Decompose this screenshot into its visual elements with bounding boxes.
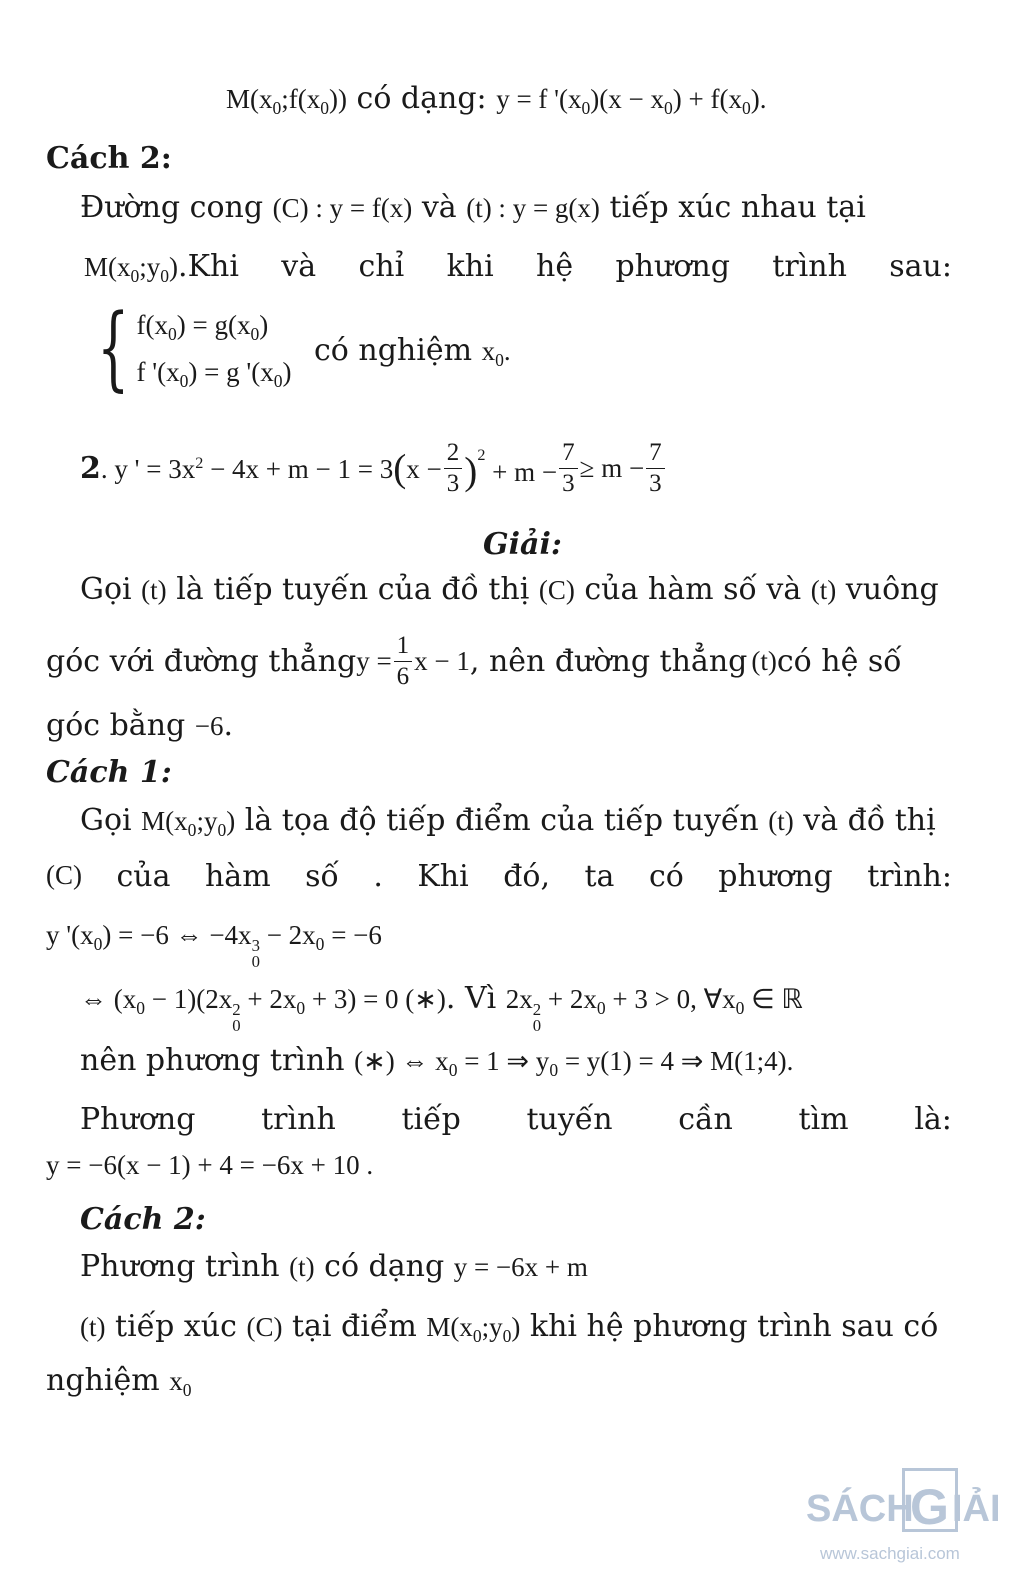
line-tangent-form-m: Phương trình (t) có dạng y = −6x + m (80, 1249, 588, 1284)
equation-tangent-result: y = −6(x − 1) + 4 = −6x + 10 . (46, 1150, 374, 1180)
line-solution-point: nên phương trình (∗) ⇔ $x_0 = 1$ ⇒ $y_0 = y(1) = 4$ ⇒ M(1;4). (80, 1043, 794, 1081)
fraction-2-3: $\frac{2}{3}$ (444, 440, 463, 498)
equation-derivative-eq: y '$(x_0) = -6$ ⇔ −4x 3 0 − $2x_0 = -6$ (46, 920, 382, 972)
heading-cach-2-second: Cách 2: (80, 1202, 206, 1237)
equation-factorized: ⇔ $(x_0 - 1)(2x$ 2 0 + $2x_0 + 3) = 0$ (∗). Vì 2x 2 0 + $2x_0 + 3 > 0$, $\forall x_0$ ∈ ℝ (80, 981, 803, 1036)
line-tangent-perpendicular: Gọi (t) là tiếp tuyến của đồ thị (C) của hàm số và (t) vuông (80, 572, 939, 607)
watermark-url: www.sachgiai.com (820, 1544, 960, 1563)
problem-2-derivative: 2 . y ' = $3x^2 - 4x + m - 1 = 3(x$ − $\frac{2}{3}$ )$^2$ + m − $\frac{7}{3}$ ≥ m − $\frac{7}{3}$ (80, 440, 667, 498)
line-tangent-form: $M(x_0;f(x_0))$ có dạng: y = f '$(x_0)(x - x_0) + f(x_0)$. (226, 81, 767, 119)
system-row-2: f '$(x_0) = g$ '$(x_0)$ (136, 357, 292, 392)
line-curve-tangent: Đường cong (C) : y = f(x) và (t) : y = g(x) tiếp xúc nhau tại (80, 190, 866, 225)
heading-cach-2: Cách 2: (46, 141, 172, 176)
system-solution-text: có nghiệm $x_0$. (314, 333, 511, 371)
line-solution-x0: nghiệm $x_0$ (46, 1363, 192, 1401)
brace-symbol: { (97, 294, 130, 401)
fraction-7-3-b: $\frac{7}{3}$ (646, 440, 665, 498)
heading-cach-1: Cách 1: (46, 755, 172, 790)
fraction-7-3-a: $\frac{7}{3}$ (559, 440, 578, 498)
watermark-brand-g: G (910, 1479, 949, 1535)
system-row-1: $f(x_0) = g(x_0)$ (136, 309, 269, 344)
line-perpendicular-line: góc với đường thẳng y = $\frac{1}{6}$ x − 1 , nên đường thẳng (t) có hệ số (46, 632, 902, 691)
equation-system (84, 294, 292, 401)
line-then-equation: (C) của hàm số . Khi đó, ta có phương trình: (46, 859, 952, 894)
line-tangent-equation-label: Phương trình tiếp tuyến cần tìm là: (80, 1102, 952, 1137)
fraction-1-6: $\frac{1}{6}$ (394, 633, 413, 691)
heading-giai: Giải: (483, 527, 562, 562)
watermark-brand-right: IẢI (952, 1488, 1001, 1530)
sachgiai-watermark (806, 1466, 1006, 1576)
line-slope: góc bằng −6. (46, 708, 234, 743)
line-tangency-condition: (t) tiếp xúc (C) tại điểm $M(x_0;y_0)$ khi hệ phương trình sau có (80, 1309, 939, 1347)
watermark-brand-left: SÁCH (806, 1488, 914, 1530)
line-iff-system: $M(x_0;y_0).Khi$ và chỉ khi hệ phương trình sau: (84, 249, 952, 287)
line-tangent-point: Gọi $M(x_0;y_0)$ là tọa độ tiếp điểm của tiếp tuyến (t) và đồ thị (80, 803, 936, 841)
